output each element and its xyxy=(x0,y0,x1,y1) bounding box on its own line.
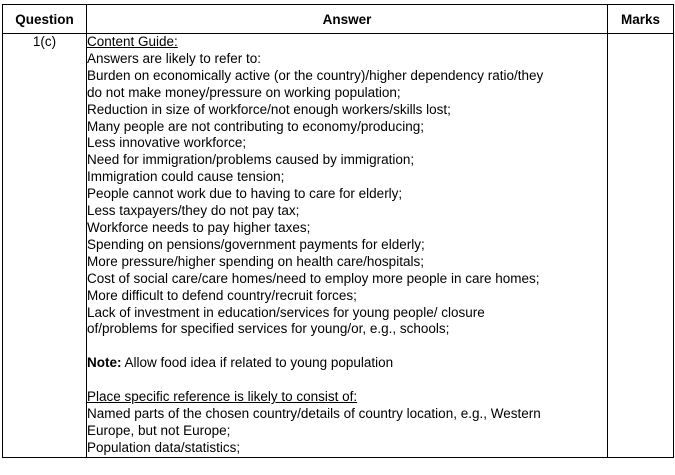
place-line: Population data/statistics; xyxy=(87,439,241,455)
answer-cell xyxy=(87,34,608,458)
question-number: 1(c) xyxy=(3,34,87,458)
answer-line: Lack of investment in education/services for young people/ closure xyxy=(87,304,485,320)
answer-line: Workforce needs to pay higher taxes; xyxy=(87,219,311,235)
place-line: Named parts of the chosen country/details of country location, e.g., Western xyxy=(87,405,541,421)
header-row xyxy=(3,5,674,34)
answer-line: Less innovative workforce; xyxy=(87,135,247,151)
spacer xyxy=(87,372,607,389)
answer-line: More difficult to defend country/recruit forces; xyxy=(87,287,357,303)
mark-scheme-table xyxy=(2,4,674,458)
place-line: Europe, but not Europe; xyxy=(87,422,231,438)
answer-header: Answer xyxy=(87,5,608,34)
answer-line: More pressure/higher spending on health care/hospitals; xyxy=(87,253,424,269)
marks-header: Marks xyxy=(608,5,674,34)
note-line xyxy=(87,355,607,372)
marks-cell xyxy=(608,34,674,458)
content-guide-heading: Content Guide: xyxy=(87,34,178,49)
answer-line: Reduction in size of workforce/not enough workers/skills lost; xyxy=(87,101,451,117)
spacer xyxy=(87,338,607,355)
answer-line: People cannot work due to having to care for elderly; xyxy=(87,186,403,202)
answer-line: Burden on economically active (or the country)/higher dependency ratio/they xyxy=(87,67,544,83)
answer-line: Many people are not contributing to economy/producing; xyxy=(87,118,424,134)
answer-line: do not make money/pressure on working population; xyxy=(87,84,401,100)
answer-line: Less taxpayers/they do not pay tax; xyxy=(87,203,300,219)
table-row xyxy=(3,34,674,458)
answer-line: of/problems for specified services for young/or, e.g., schools; xyxy=(87,321,450,337)
answer-line: Immigration could cause tension; xyxy=(87,169,285,185)
question-header: Question xyxy=(3,5,87,34)
note-text: Allow food idea if related to young population xyxy=(121,355,394,371)
answer-line: Need for immigration/problems caused by immigration; xyxy=(87,152,415,168)
answer-line: Answers are likely to refer to: xyxy=(87,50,262,66)
answer-line: Spending on pensions/government payments for elderly; xyxy=(87,236,425,252)
note-label: Note: xyxy=(87,355,122,371)
answer-line: Cost of social care/care homes/need to employ more people in care homes; xyxy=(87,270,540,286)
place-heading: Place specific reference is likely to consist of: xyxy=(87,389,358,404)
